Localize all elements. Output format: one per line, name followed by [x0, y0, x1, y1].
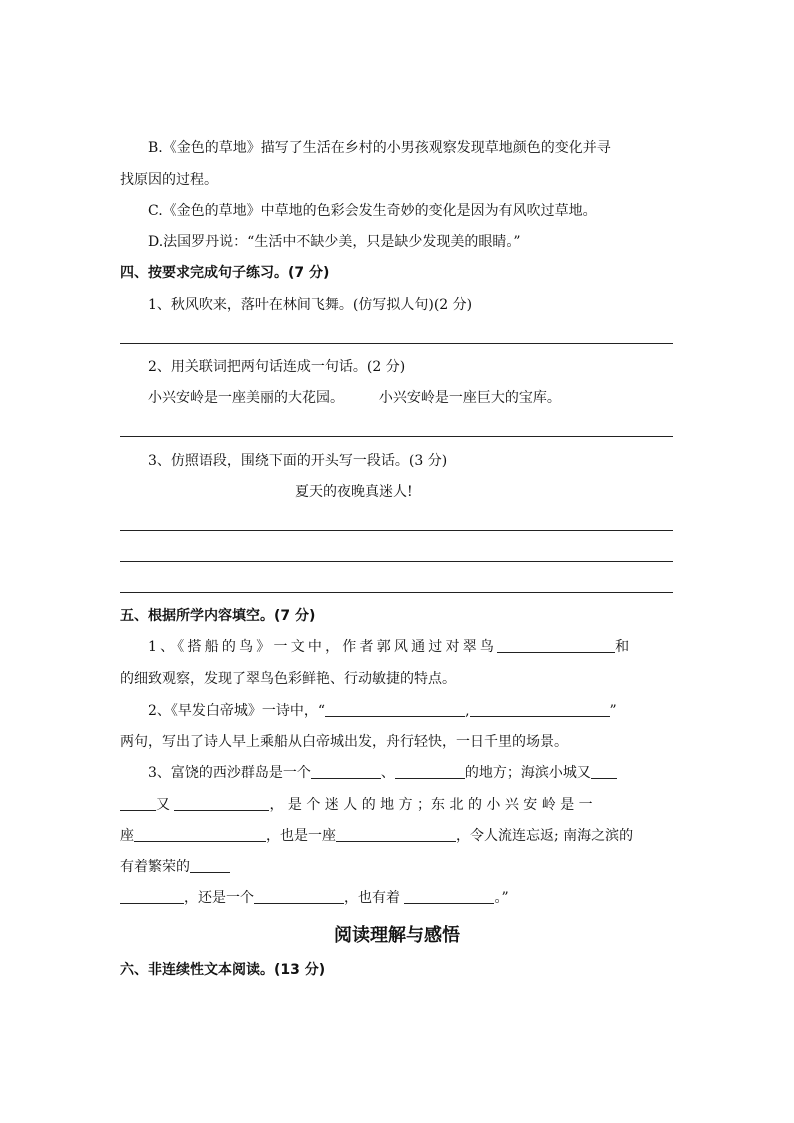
option-b-line2: 找原因的过程。: [120, 172, 218, 188]
blank-8[interactable]: [134, 827, 266, 842]
answer-line-5[interactable]: [120, 592, 673, 593]
s4-question-2: 2、用关联词把两句话连成一句话。(2 分): [148, 359, 406, 375]
blank-10[interactable]: [190, 858, 230, 873]
blank-6b[interactable]: [120, 796, 156, 811]
blank-10b[interactable]: [120, 889, 184, 904]
s5-q2-quote: ”: [609, 703, 617, 719]
blank-1[interactable]: [497, 638, 615, 653]
s5-q3-zuo: 座: [120, 828, 134, 844]
blank-6[interactable]: [591, 764, 617, 779]
answer-line-4[interactable]: [120, 561, 673, 562]
reading-section-title: 阅读理解与感悟: [334, 925, 460, 946]
s5-q3-line3: [120, 826, 633, 846]
s5-q3-line5-mid: ，也有着: [344, 890, 400, 906]
s5-q3-line2: [120, 795, 593, 815]
s5-q2-comma: ,: [465, 703, 470, 719]
s4-q2-sentence-2: 小兴安岭是一座巨大的宝库。: [378, 390, 561, 406]
s5-q3-line5-text: ，还是一个: [184, 890, 254, 906]
s5-q1-line2: 的细致观察，发现了翠鸟色彩鲜艳、行动敏捷的特点。: [120, 671, 456, 687]
s4-q2-sentence-1: 小兴安岭是一座美丽的大花园。: [148, 390, 344, 406]
blank-3[interactable]: [470, 702, 610, 717]
blank-9[interactable]: [336, 827, 456, 842]
section-5-heading: 五、根据所学内容填空。(7 分): [120, 608, 316, 624]
option-b-line1: B.《金色的草地》描写了生活在乡村的小男孩观察发现草地颜色的变化并寻: [148, 140, 611, 156]
s4-q3-opening: 夏天的夜晚真迷人!: [295, 484, 413, 500]
s5-q3-line4: [120, 857, 230, 877]
s5-q3-line5-end: 。”: [494, 890, 509, 906]
s4-question-3: 3、仿照语段，围绕下面的开头写一段话。(3 分): [148, 453, 448, 469]
s5-question-2: [148, 701, 617, 721]
s5-q3-text-2: 的地方；海滨小城又: [464, 765, 591, 781]
section-4-heading: 四、按要求完成句子练习。(7 分): [120, 265, 330, 281]
s5-q3-line5: [120, 888, 509, 908]
s5-q3-line2-text: ， 是 个 迷 人 的 地 方 ；东 北 的 小 兴 安 岭 是 一: [269, 797, 593, 813]
s5-q3-line4-text: 有着繁荣的: [120, 859, 190, 875]
section-6-heading: 六、非连续性文本阅读。(13 分): [120, 962, 326, 978]
s5-q2-line2: 两句，写出了诗人早上乘船从白帝城出发，舟行轻快，一日千里的场景。: [120, 734, 568, 750]
s5-q3-sep: 、: [380, 765, 395, 781]
answer-line-2[interactable]: [120, 436, 673, 437]
s5-q3-line3-end: ，令人流连忘返; 南海之滨的: [456, 828, 634, 844]
blank-2[interactable]: [325, 702, 465, 717]
answer-line-1[interactable]: [120, 343, 673, 344]
s5-q3-you: 又: [156, 797, 170, 813]
blank-4[interactable]: [311, 764, 381, 779]
s5-q3-text: 3、富饶的西沙群岛是一个: [148, 765, 311, 781]
s4-q2-sentences: [148, 388, 561, 408]
answer-line-3[interactable]: [120, 530, 673, 531]
s5-q1-text-end: 和: [615, 639, 633, 655]
option-d: D.法国罗丹说：“生活中不缺少美，只是缺少发现美的眼睛。”: [148, 234, 521, 250]
blank-5[interactable]: [395, 764, 465, 779]
s5-q1-text: 1、《搭船的鸟》一文中，作者郭风通过对翠鸟: [148, 639, 498, 655]
blank-11[interactable]: [254, 889, 344, 904]
blank-12[interactable]: [404, 889, 494, 904]
blank-7[interactable]: [174, 796, 269, 811]
s5-question-3: [148, 763, 617, 783]
option-c: C.《金色的草地》中草地的色彩会发生奇妙的变化是因为有风吹过草地。: [148, 203, 597, 219]
s4-question-1: 1、秋风吹来，落叶在林间飞舞。(仿写拟人句)(2 分): [148, 297, 473, 313]
s5-q2-text: 2、《早发白帝城》一诗中，“: [148, 703, 326, 719]
s5-question-1: [148, 637, 632, 657]
s5-q3-line3-text: ，也是一座: [266, 828, 336, 844]
